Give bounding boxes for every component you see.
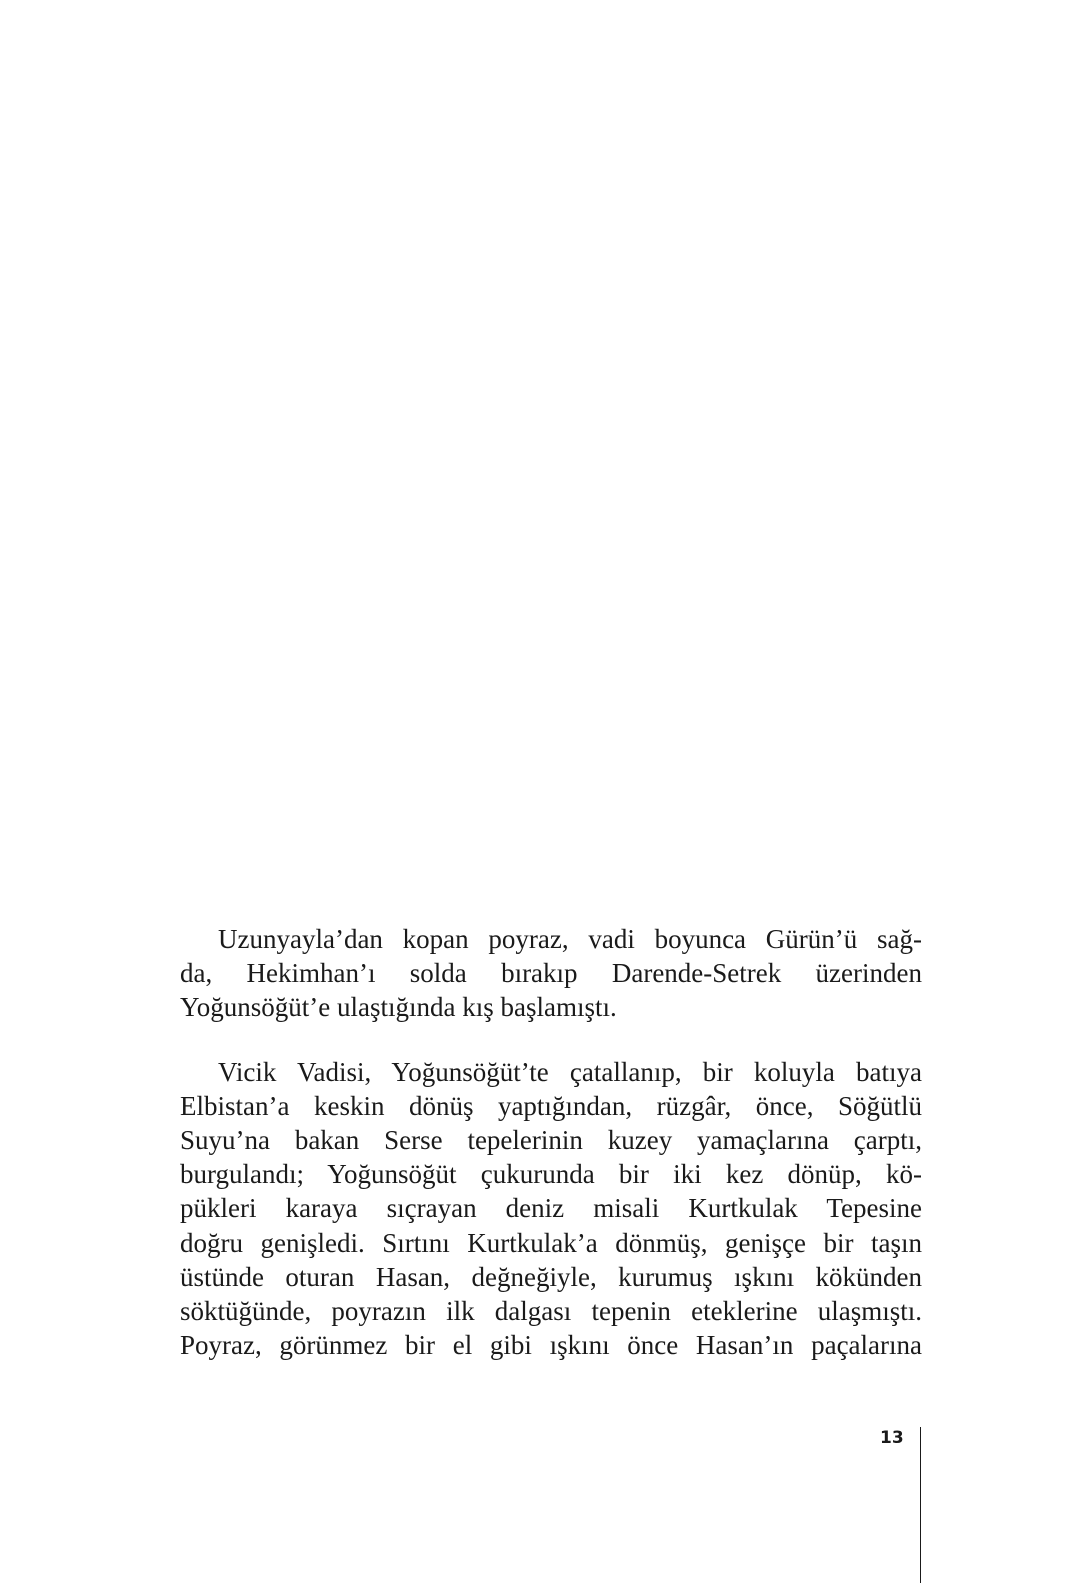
text-line: üstünde oturan Hasan, değneğiyle, kurumuş ışkını kökünden (180, 1261, 922, 1292)
paragraph-1 (180, 922, 922, 1025)
text-line: pükleri karaya sıçrayan deniz misali Kurtkulak Tepesine (180, 1193, 922, 1224)
text-line: Suyu’na bakan Serse tepelerinin kuzey yamaçlarına çarptı, (180, 1124, 922, 1155)
text-line: Poyraz, görünmez bir el gibi ışkını önce Hasan’ın paçalarına (180, 1330, 922, 1361)
margin-rule (920, 1427, 921, 1583)
text-line: Uzunyayla’dan kopan poyraz, vadi boyunca Gürün’ü sağ- (218, 924, 922, 954)
text-line: Elbistan’a keskin dönüş yaptığından, rüzgâr, önce, Söğütlü (180, 1090, 922, 1121)
text-line: burgulandı; Yoğunsöğüt çukurunda bir iki kez dönüp, kö- (180, 1159, 922, 1190)
paragraph-2 (180, 1055, 922, 1363)
text-line: Vicik Vadisi, Yoğunsöğüt’te çatallanıp, bir koluyla batıya (218, 1056, 922, 1087)
text-line: Yoğunsöğüt’e ulaştığında kış başlamıştı. (180, 992, 617, 1023)
page-number: 13 (880, 1428, 904, 1448)
text-line: doğru genişledi. Sırtını Kurtkulak’a dönmüş, genişçe bir taşın (180, 1227, 922, 1258)
body-text (180, 922, 922, 1362)
text-line: söktüğünde, poyrazın ilk dalgası tepenin eteklerine ulaşmıştı. (180, 1295, 922, 1326)
text-line: da, Hekimhan’ı solda bırakıp Darende-Setrek üzerinden (180, 958, 922, 989)
